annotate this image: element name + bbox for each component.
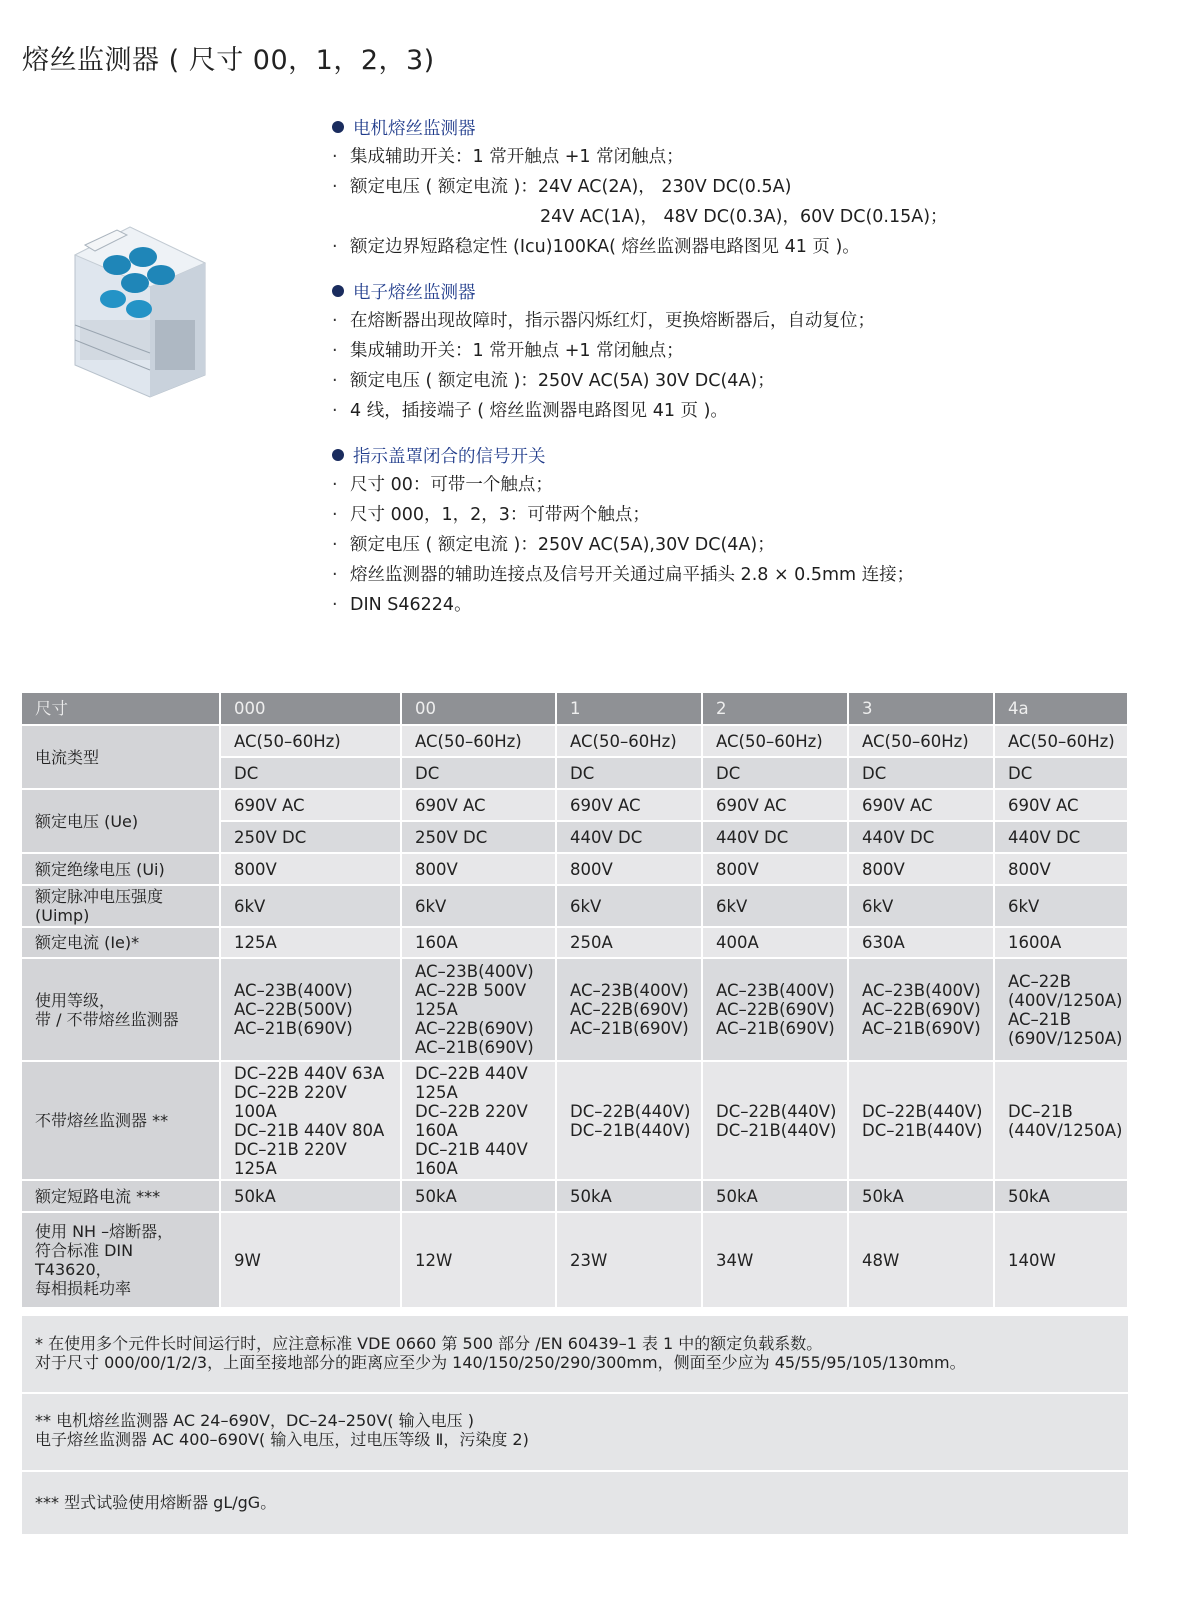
table-cell	[994, 958, 1128, 1061]
footnote-line: 对于尺寸 000/00/1/2/3，上面至接地部分的距离应至少为 140/150/250/290/300mm，侧面至少应为 45/55/95/105/130mm。	[35, 1353, 966, 1372]
section-heading-text: 电子熔丝监测器	[353, 282, 476, 303]
cell-line: DC–21B 440V 80A	[234, 1120, 385, 1140]
table-cell: 50kA	[702, 1180, 848, 1212]
cell-line: DC–22B(440V)	[570, 1101, 691, 1121]
table-cell: 48W	[848, 1212, 994, 1308]
table-row	[22, 1061, 1128, 1180]
table-cell	[702, 958, 848, 1061]
table-cell: DC	[994, 757, 1128, 789]
cell-line: DC–22B(440V)	[716, 1101, 837, 1121]
cell-line: AC–21B(690V)	[415, 1038, 534, 1057]
table-cell: DC	[848, 757, 994, 789]
cell-line: DC–22B 220V 100A	[234, 1082, 347, 1121]
header-cell: 000	[220, 693, 401, 725]
table-row	[22, 789, 1128, 821]
table-cell: 50kA	[848, 1180, 994, 1212]
row-label-line: 带 / 不带熔丝监测器	[35, 1009, 179, 1029]
table-cell: 6kV	[994, 885, 1128, 927]
table-cell: 250A	[556, 927, 702, 958]
table-cell: 34W	[702, 1212, 848, 1308]
table-cell: 50kA	[220, 1180, 401, 1212]
cell-line: DC–21B	[1008, 1101, 1073, 1121]
cell-line: 125A	[415, 1000, 458, 1019]
table-row	[22, 725, 1128, 757]
cell-line: AC–21B(690V)	[862, 1019, 981, 1038]
section-heading	[332, 440, 1152, 470]
feature-item: · 尺寸 00：可带一个触点；	[332, 470, 1152, 500]
table-cell: 800V	[994, 853, 1128, 885]
table-cell: DC	[220, 757, 401, 789]
table-cell: 6kV	[848, 885, 994, 927]
table-cell: DC	[702, 757, 848, 789]
fuse-monitor-product-image	[55, 225, 225, 400]
table-cell: 23W	[556, 1212, 702, 1308]
cell-line: DC–22B 220V	[415, 1101, 528, 1121]
cell-line: (690V/1250A)	[1008, 1028, 1123, 1048]
table-row	[22, 853, 1128, 885]
table-cell: 50kA	[556, 1180, 702, 1212]
row-label-line: 额定脉冲电压强度	[35, 887, 164, 906]
spec-table	[22, 693, 1129, 1309]
table-cell: 690V AC	[401, 789, 556, 821]
cell-line: AC–21B(690V)	[570, 1019, 689, 1038]
row-label	[22, 885, 220, 927]
row-label: 额定短路电流 ***	[22, 1180, 220, 1212]
row-label-line: 符合标准 DIN T43620，	[35, 1241, 134, 1279]
table-header-row	[22, 693, 1128, 725]
table-cell	[401, 1061, 556, 1180]
cell-line: (400V/1250A)	[1008, 990, 1123, 1010]
table-cell: AC(50–60Hz)	[848, 725, 994, 757]
table-cell: 50kA	[994, 1180, 1128, 1212]
cell-line: DC–21B(440V)	[570, 1120, 691, 1140]
footnote-1	[22, 1316, 1128, 1392]
table-cell: 800V	[848, 853, 994, 885]
bullet-dot-icon	[332, 449, 344, 461]
cell-line: 125A	[415, 1082, 458, 1102]
table-cell: 400A	[702, 927, 848, 958]
cell-line: AC–22B	[1008, 971, 1072, 991]
cell-line: AC–23B(400V)	[570, 981, 689, 1000]
table-cell	[848, 958, 994, 1061]
table-cell: 440V DC	[556, 821, 702, 853]
cell-line: AC–23B(400V)	[234, 981, 353, 1000]
row-label: 不带熔丝监测器 **	[22, 1061, 220, 1180]
cell-line: 160A	[415, 1120, 458, 1140]
header-cell: 3	[848, 693, 994, 725]
table-cell: 690V AC	[848, 789, 994, 821]
cell-line: AC–22B(690V)	[570, 1000, 689, 1019]
feature-item: · DIN S46224。	[332, 590, 1152, 620]
section-heading-text: 指示盖罩闭合的信号开关	[353, 446, 546, 467]
table-cell: AC(50–60Hz)	[220, 725, 401, 757]
feature-item: · 集成辅助开关：1 常开触点 +1 常闭触点；	[332, 142, 1152, 172]
feature-item: · 额定边界短路稳定性 (Icu)100KA( 熔丝监测器电路图见 41 页 )。	[332, 232, 1152, 262]
table-row	[22, 1180, 1128, 1212]
table-cell: 125A	[220, 927, 401, 958]
table-cell: 690V AC	[220, 789, 401, 821]
footnote-3	[22, 1472, 1128, 1534]
table-cell: AC(50–60Hz)	[556, 725, 702, 757]
cell-line: AC–22B(500V)	[234, 1000, 353, 1019]
table-row	[22, 958, 1128, 1061]
table-cell	[556, 958, 702, 1061]
row-label: 额定电流 (Ie)*	[22, 927, 220, 958]
table-cell	[994, 1061, 1128, 1180]
feature-item: · 熔丝监测器的辅助连接点及信号开关通过扁平插头 2.8 × 0.5mm 连接；	[332, 560, 1152, 590]
header-size: 尺寸	[22, 693, 220, 725]
section-motor-fuse-monitor	[332, 112, 1152, 262]
table-cell: 440V DC	[994, 821, 1128, 853]
table-cell: 800V	[702, 853, 848, 885]
row-label: 电流类型	[22, 725, 220, 789]
row-label-line: 每相损耗功率	[35, 1279, 132, 1298]
feature-item: · 额定电压 ( 额定电流 )：250V AC(5A),30V DC(4A)；	[332, 530, 1152, 560]
table-cell: 250V DC	[401, 821, 556, 853]
table-cell	[848, 1061, 994, 1180]
header-cell: 1	[556, 693, 702, 725]
header-cell: 2	[702, 693, 848, 725]
cell-line: AC–21B	[1008, 1009, 1072, 1029]
row-label-line: 使用等级，	[35, 990, 116, 1010]
bullet-dot-icon	[332, 285, 344, 297]
table-row	[22, 885, 1128, 927]
footnote-line: * 在使用多个元件长时间运行时，应注意标准 VDE 0660 第 500 部分 /EN 60439–1 表 1 中的额定负载系数。	[35, 1334, 823, 1353]
table-cell: 6kV	[556, 885, 702, 927]
section-cover-signal-switch	[332, 440, 1152, 620]
feature-item-continued: 24V AC(1A)， 48V DC(0.3A)，60V DC(0.15A)；	[540, 207, 948, 227]
row-label-line: 使用 NH –熔断器，	[35, 1222, 174, 1241]
table-cell: AC(50–60Hz)	[994, 725, 1128, 757]
table-cell: AC(50–60Hz)	[401, 725, 556, 757]
cell-line: AC–23B(400V)	[862, 981, 981, 1000]
cell-line: DC–21B 440V	[415, 1139, 528, 1159]
feature-item: · 尺寸 000，1，2，3：可带两个触点；	[332, 500, 1152, 530]
table-row	[22, 927, 1128, 958]
table-cell: 800V	[556, 853, 702, 885]
feature-item: · 4 线，插接端子 ( 熔丝监测器电路图见 41 页 )。	[332, 396, 1152, 426]
table-cell	[220, 958, 401, 1061]
bullet-dot-icon	[332, 121, 344, 133]
table-cell: DC	[556, 757, 702, 789]
feature-item: · 在熔断器出现故障时，指示器闪烁红灯，更换熔断器后，自动复位；	[332, 306, 1152, 336]
page-title: 熔丝监测器 ( 尺寸 00，1，2，3)	[22, 45, 435, 76]
footnote-line: *** 型式试验使用熔断器 gL/gG。	[35, 1493, 277, 1512]
section-heading	[332, 112, 1152, 142]
table-cell: 6kV	[702, 885, 848, 927]
table-cell: 690V AC	[702, 789, 848, 821]
cell-line: AC–23B(400V)	[415, 962, 534, 981]
header-cell: 4a	[994, 693, 1128, 725]
table-cell: 6kV	[220, 885, 401, 927]
feature-list	[332, 112, 1152, 634]
cell-line: DC–22B 440V	[415, 1063, 528, 1083]
row-label: 额定绝缘电压 (Ui)	[22, 853, 220, 885]
footnote-2	[22, 1394, 1128, 1470]
table-cell: 630A	[848, 927, 994, 958]
cell-line: (440V/1250A)	[1008, 1120, 1123, 1140]
cell-line: AC–22B 500V	[415, 981, 527, 1000]
table-cell: AC(50–60Hz)	[702, 725, 848, 757]
cell-line: AC–22B(690V)	[862, 1000, 981, 1019]
cell-line: AC–22B(690V)	[415, 1019, 534, 1038]
section-electronic-fuse-monitor	[332, 276, 1152, 426]
feature-item: · 额定电压 ( 额定电流 )：24V AC(2A)， 230V DC(0.5A)	[332, 172, 1152, 202]
cell-line: DC–21B 220V 125A	[234, 1139, 347, 1178]
cell-line: AC–23B(400V)	[716, 981, 835, 1000]
table-cell	[220, 1061, 401, 1180]
feature-item: · 集成辅助开关：1 常开触点 +1 常闭触点；	[332, 336, 1152, 366]
feature-item: · 额定电压 ( 额定电流 )：250V AC(5A) 30V DC(4A)；	[332, 366, 1152, 396]
row-label	[22, 1212, 220, 1308]
table-cell: 12W	[401, 1212, 556, 1308]
row-label-line: (Uimp)	[35, 906, 90, 925]
table-cell: 250V DC	[220, 821, 401, 853]
table-cell: 800V	[401, 853, 556, 885]
table-cell	[556, 1061, 702, 1180]
cell-line: DC–21B(440V)	[716, 1120, 837, 1140]
cell-line: AC–21B(690V)	[234, 1019, 353, 1038]
table-cell: 800V	[220, 853, 401, 885]
table-cell: 9W	[220, 1212, 401, 1308]
cell-line: AC–21B(690V)	[716, 1019, 835, 1038]
cell-line: 160A	[415, 1158, 458, 1178]
footnote-line: ** 电机熔丝监测器 AC 24–690V，DC–24–250V( 输入电压 )	[35, 1411, 474, 1430]
table-cell	[702, 1061, 848, 1180]
table-cell	[401, 958, 556, 1061]
table-cell: 140W	[994, 1212, 1128, 1308]
cell-line: DC–21B(440V)	[862, 1120, 983, 1140]
table-cell: 690V AC	[556, 789, 702, 821]
table-cell: 440V DC	[848, 821, 994, 853]
row-label	[22, 958, 220, 1061]
table-cell: 440V DC	[702, 821, 848, 853]
table-cell: 6kV	[401, 885, 556, 927]
table-cell: 50kA	[401, 1180, 556, 1212]
cell-line: DC–22B 440V 63A	[234, 1063, 385, 1083]
table-cell: DC	[401, 757, 556, 789]
section-heading-text: 电机熔丝监测器	[353, 118, 476, 139]
footnote-line: 电子熔丝监测器 AC 400–690V( 输入电压，过电压等级 Ⅱ，污染度 2)	[35, 1430, 529, 1449]
cell-line: AC–22B(690V)	[716, 1000, 835, 1019]
table-cell: 1600A	[994, 927, 1128, 958]
table-row	[22, 1212, 1128, 1308]
header-cell: 00	[401, 693, 556, 725]
row-label: 额定电压 (Ue)	[22, 789, 220, 853]
table-cell: 160A	[401, 927, 556, 958]
cell-line: DC–22B(440V)	[862, 1101, 983, 1121]
table-cell: 690V AC	[994, 789, 1128, 821]
section-heading	[332, 276, 1152, 306]
